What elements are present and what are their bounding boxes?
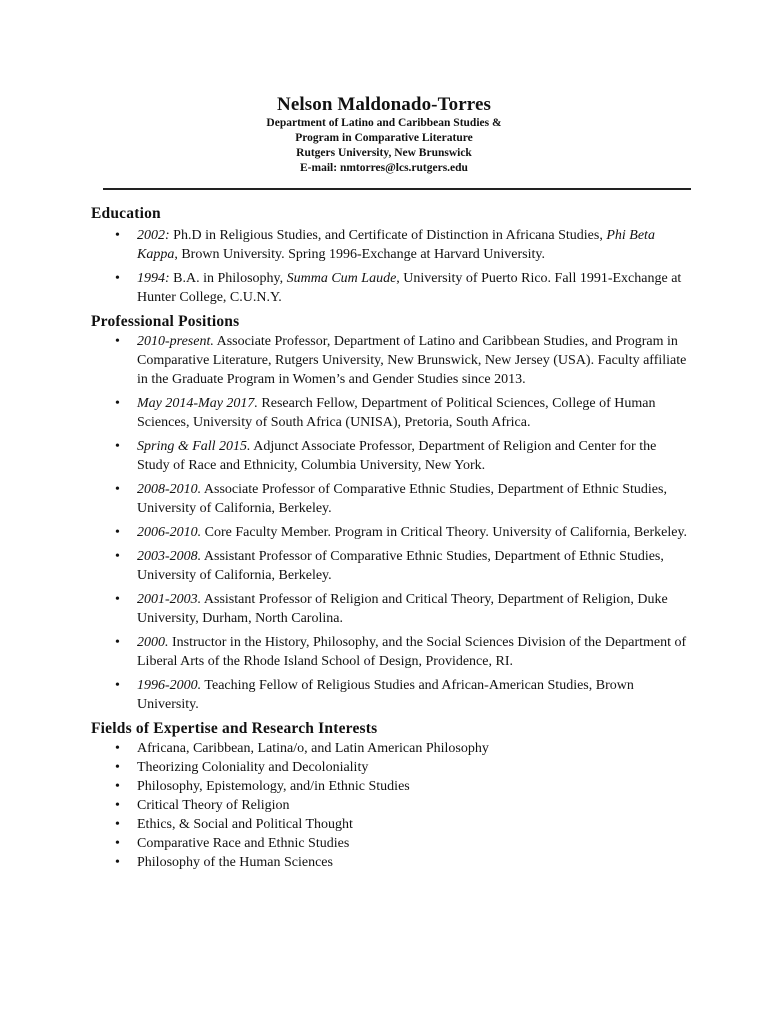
bullet-icon: •: [115, 836, 120, 851]
position-item: [91, 523, 691, 542]
education-year: 1994:: [137, 271, 170, 286]
bullet-icon: •: [115, 678, 120, 693]
position-item: [91, 332, 691, 389]
bullet-icon: •: [115, 855, 120, 870]
education-text: , University of Puerto Rico. Fall 1991-Exchange at Hunter College, C.U.N.Y.: [137, 271, 682, 305]
bullet-icon: •: [115, 592, 120, 607]
positions-heading: Professional Positions: [91, 313, 240, 330]
education-text: B.A. in Philosophy,: [169, 271, 287, 286]
cv-body: [91, 204, 691, 872]
header-divider: [103, 188, 691, 190]
bullet-icon: •: [115, 334, 120, 349]
position-item: [91, 394, 691, 432]
position-text: Associate Professor, Department of Latino and Caribbean Studies, and Program in Comparative Literature, Rutgers University, New Brunswick, New Jersey (USA). Faculty affiliate in the Graduate Program in Women’s and Gender Studies since 2013.: [137, 334, 687, 387]
cv-name: Nelson Maldonado-Torres: [277, 94, 491, 115]
department-line: Department of Latino and Caribbean Studies &: [266, 117, 502, 129]
bullet-icon: •: [115, 635, 120, 650]
bullet-icon: •: [115, 760, 120, 775]
position-item: [91, 676, 691, 714]
position-item: [91, 437, 691, 475]
education-year: 2002:: [137, 228, 170, 243]
position-dates: 2006-2010.: [137, 525, 202, 540]
university-line: Rutgers University, New Brunswick: [296, 147, 472, 159]
position-dates: 2010-present.: [137, 334, 214, 349]
field-item: [91, 815, 691, 834]
position-item: [91, 547, 691, 585]
position-dates: 2008-2010.: [137, 482, 202, 497]
position-text: Core Faculty Member. Program in Critical Theory. University of California, Berkeley.: [201, 525, 688, 540]
education-text: Ph.D in Religious Studies, and Certificate of Distinction in Africana Studies,: [169, 228, 607, 243]
fields-heading: Fields of Expertise and Research Interests: [91, 720, 378, 737]
email-line: E-mail: nmtorres@lcs.rutgers.edu: [300, 162, 468, 174]
position-dates: May 2014-May 2017.: [137, 396, 258, 411]
position-dates: 2003-2008.: [137, 549, 202, 564]
field-text: Philosophy of the Human Sciences: [137, 855, 333, 870]
position-text: Adjunct Associate Professor, Department of Religion and Center for the Study of Race and Ethnicity, Columbia University, New York.: [137, 439, 657, 473]
positions-list: [91, 332, 691, 714]
position-text: Assistant Professor of Religion and Critical Theory, Department of Religion, Duke University, Durham, North Carolina.: [137, 592, 668, 626]
field-text: Critical Theory of Religion: [137, 798, 290, 813]
field-item: [91, 853, 691, 872]
position-text: Assistant Professor of Comparative Ethnic Studies, Department of Ethnic Studies, University of California, Berkeley.: [137, 549, 664, 583]
program-line: Program in Comparative Literature: [295, 132, 473, 144]
field-item: [91, 834, 691, 853]
education-list: [91, 226, 691, 307]
bullet-icon: •: [115, 549, 120, 564]
field-item: [91, 796, 691, 815]
education-item: [91, 226, 691, 264]
position-dates: 2001-2003.: [137, 592, 202, 607]
bullet-icon: •: [115, 525, 120, 540]
position-text: Teaching Fellow of Religious Studies and African-American Studies, Brown University.: [137, 678, 634, 712]
education-honor: Summa Cum Laude: [286, 271, 397, 286]
bullet-icon: •: [115, 482, 120, 497]
bullet-icon: •: [115, 817, 120, 832]
education-honor: Phi Beta Kappa: [137, 228, 655, 262]
field-text: Ethics, & Social and Political Thought: [137, 817, 353, 832]
field-item: [91, 758, 691, 777]
field-text: Philosophy, Epistemology, and/in Ethnic Studies: [137, 779, 410, 794]
position-text: Instructor in the History, Philosophy, and the Social Sciences Division of the Department of Liberal Arts of the Rhode Island School of Design, Providence, RI.: [137, 635, 687, 669]
position-dates: 1996-2000.: [137, 678, 202, 693]
position-item: [91, 633, 691, 671]
field-text: Africana, Caribbean, Latina/o, and Latin American Philosophy: [137, 741, 489, 756]
bullet-icon: •: [115, 396, 120, 411]
field-text: Comparative Race and Ethnic Studies: [137, 836, 350, 851]
bullet-icon: •: [115, 779, 120, 794]
position-item: [91, 480, 691, 518]
position-dates: Spring & Fall 2015.: [137, 439, 251, 454]
education-text: , Brown University. Spring 1996-Exchange at Harvard University.: [174, 247, 546, 262]
cv-header: [0, 0, 768, 176]
bullet-icon: •: [115, 228, 120, 243]
position-dates: 2000.: [137, 635, 169, 650]
bullet-icon: •: [115, 271, 120, 286]
position-item: [91, 590, 691, 628]
education-heading: Education: [91, 205, 161, 222]
field-text: Theorizing Coloniality and Decoloniality: [137, 760, 369, 775]
education-item: [91, 269, 691, 307]
position-text: Associate Professor of Comparative Ethnic Studies, Department of Ethnic Studies, University of California, Berkeley.: [137, 482, 667, 516]
bullet-icon: •: [115, 439, 120, 454]
field-item: [91, 739, 691, 758]
field-item: [91, 777, 691, 796]
position-text: Research Fellow, Department of Political Sciences, College of Human Sciences, University of South Africa (UNISA), Pretoria, South Africa.: [137, 396, 656, 430]
bullet-icon: •: [115, 741, 120, 756]
bullet-icon: •: [115, 798, 120, 813]
fields-list: [91, 739, 691, 872]
